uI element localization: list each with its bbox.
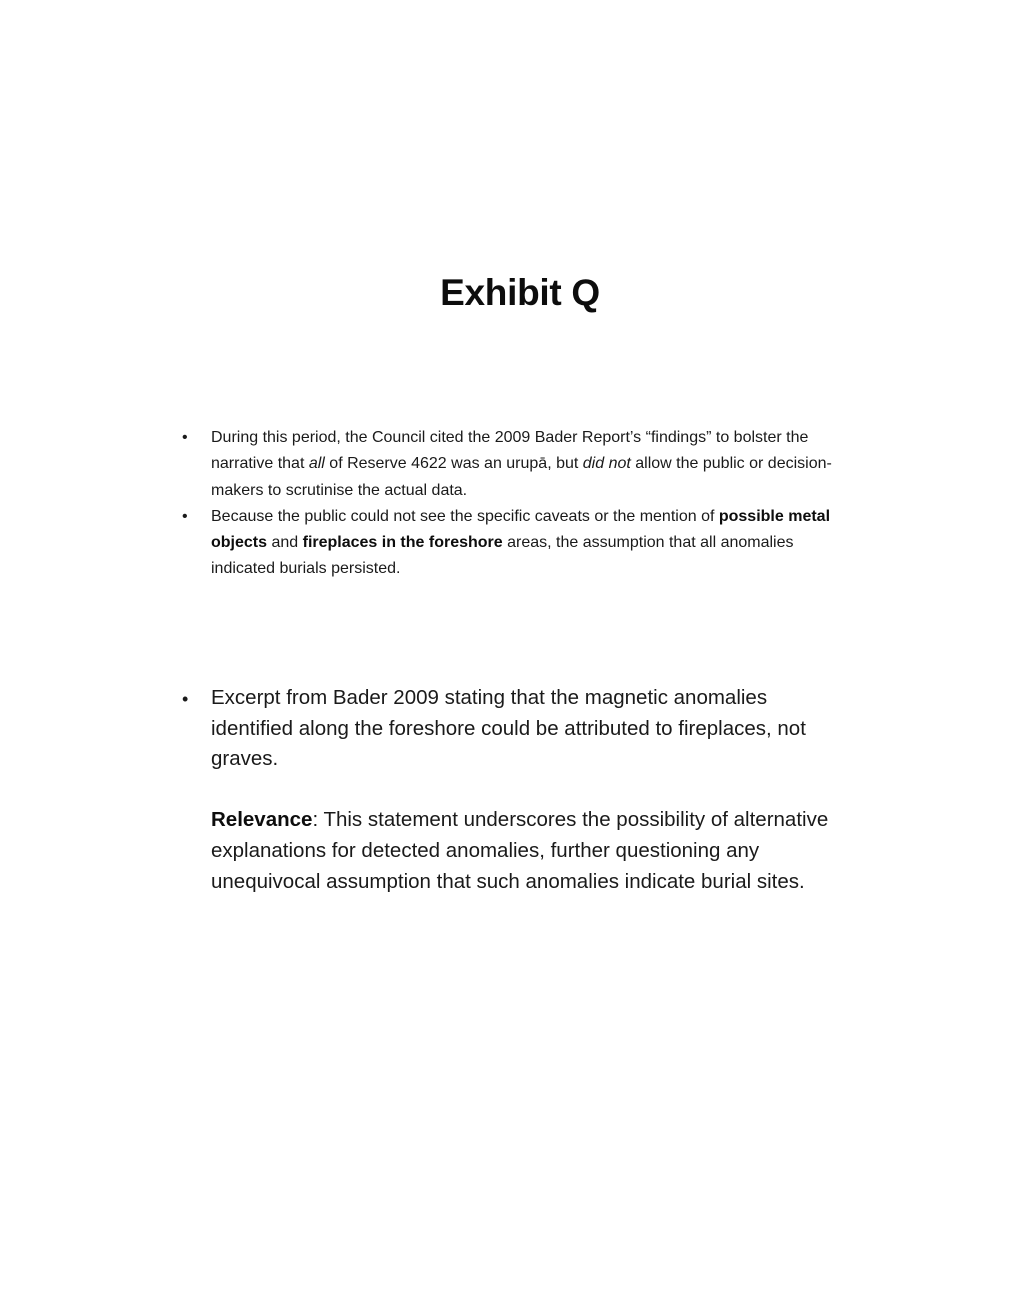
bullet-icon: •	[182, 507, 188, 525]
relevance-label: Relevance	[211, 808, 313, 832]
emphasis-did-not: did not	[582, 455, 631, 473]
relevance-text: : This statement underscores the possibility of alternative explanations for detected anomalies, further questioning any unequivocal assumption that such anomalies indicate burial sites.	[211, 808, 829, 893]
page-title: Exhibit Q	[440, 272, 600, 313]
relevance-paragraph	[211, 805, 851, 897]
bullet-icon: •	[182, 689, 189, 709]
bullet-icon: •	[182, 429, 188, 446]
bold-fireplaces: fireplaces in the foreshore	[302, 534, 503, 552]
bold-metal-objects: possible metal objects	[211, 507, 831, 552]
list-item	[0, 504, 851, 583]
list-item	[0, 425, 851, 504]
bullet-list-excerpt	[0, 683, 1012, 897]
emphasis-all: all	[308, 455, 325, 473]
bullet-text: Because the public could not see the specific caveats or the mention of possible metal objects and fireplaces in the foreshore areas, the assumption that all anomalies indicated burials persisted.	[211, 507, 831, 578]
bullet-text: During this period, the Council cited the 2009 Bader Report’s “findings” to bolster the narrative that all of Reserve 4622 was an urupā, but did not allow the public or decision-makers to scrutinise the actual data.	[211, 429, 832, 499]
bullet-list-summary	[0, 425, 1012, 583]
excerpt-text: Excerpt from Bader 2009 stating that the magnetic anomalies identified along the foreshore could be attributed to fireplaces, not graves.	[211, 686, 806, 771]
list-item	[0, 683, 851, 897]
